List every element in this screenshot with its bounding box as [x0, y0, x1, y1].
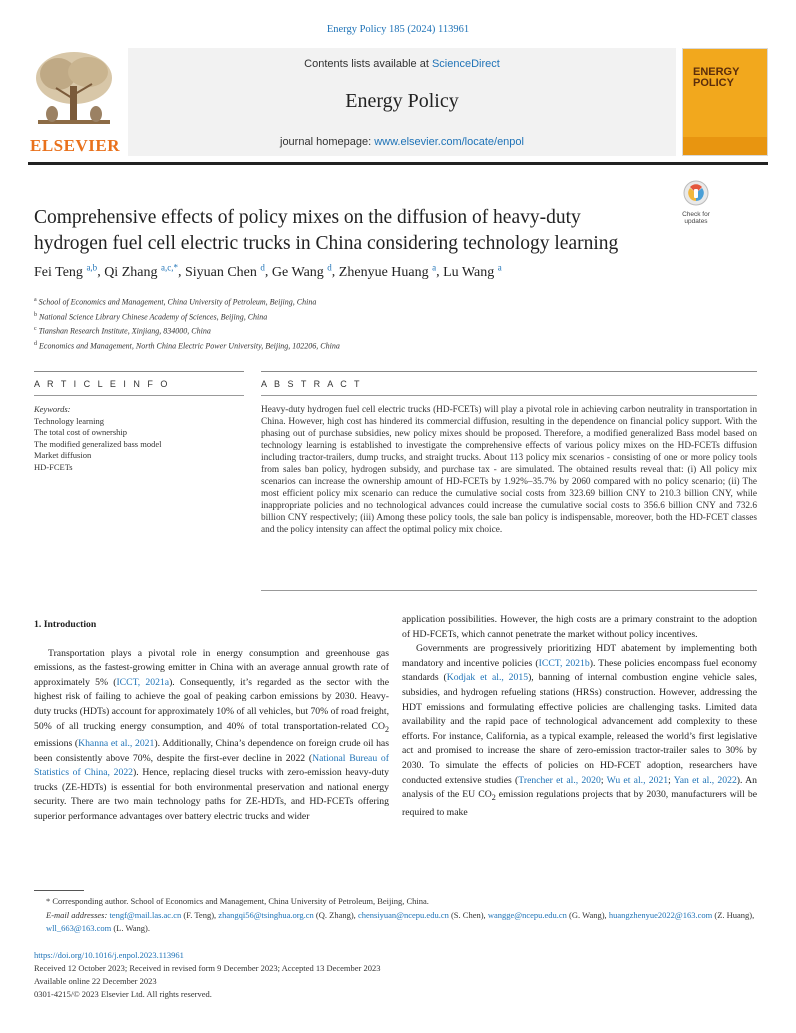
email-owner: (F. Teng), — [181, 909, 219, 920]
email-owner: (G. Wang), — [566, 909, 609, 920]
author-list: Fei Teng $^{a,b}$, Qi Zhang $^{a,c,*}$, Siyuan Chen $^d$, Ge Wang $^d$, Zhenyue Huang $^a$, Lu Wang $^a$ — [34, 262, 502, 280]
paragraph — [402, 642, 757, 820]
affiliation — [34, 309, 754, 324]
paragraph-text: ), banning of internal combustion engine vehicle sales, subsidies, and hydrogen refueling stations (HRSs) construction. However, addressing the HDT emissions and formulating effective policies are challenging tasks. Limited data availability and the rapid pace of technological advancement add complexity to these efforts. For instance, California, as a typical example, released the world’s first legislative act and promised to increase the share of zero-emission tractor-trailer sales to 30% by 2030. To simulate the effects of policies on HD-FCET adoption, researchers have conducted extensive studies ( — [402, 672, 757, 786]
email-link[interactable]: wangge@ncepu.edu.cn — [487, 909, 567, 920]
footnote — [34, 895, 760, 936]
affiliation-text: School of Economics and Management, China University of Petroleum, Beijing, China — [38, 297, 317, 307]
paragraph-text: ). Additionally, China’s dependence on foreign crude oil has been consistently above 70%, despite the first-ever decline in 2022 ( — [34, 738, 390, 764]
running-head[interactable]: Energy Policy 185 (2024) 113961 — [326, 24, 470, 35]
keyword: Market diffusion — [34, 450, 92, 460]
masthead-rule — [28, 162, 768, 165]
publication-info — [34, 949, 760, 1001]
paragraph-text: Transportation plays a pivotal role in energy consumption and greenhouse gas emissions, as the fastest-growing emitter in China with an average annual growth rate of approximately 5% ( — [34, 647, 389, 688]
abstract-bottom-rule — [261, 590, 757, 591]
available-online: Available online 22 December 2023 — [34, 976, 157, 986]
citation-link[interactable]: ICCT, 2021a — [116, 676, 170, 688]
elsevier-tree-icon — [28, 48, 120, 134]
paragraph — [34, 647, 389, 825]
affiliation — [34, 338, 754, 353]
received-dates: Received 12 October 2023; Received in revised form 9 December 2023; Accepted 13 December 2023 — [34, 963, 381, 973]
author[interactable] — [34, 262, 98, 280]
email-link[interactable]: chensiyuan@ncepu.edu.cn — [357, 909, 449, 920]
email-link[interactable]: tengf@mail.las.ac.cn — [109, 909, 182, 920]
paragraph-text: emissions ( — [34, 738, 79, 750]
citation-link[interactable]: Yan et al., 2022 — [673, 774, 737, 786]
check-for-updates-badge[interactable] — [676, 180, 716, 226]
separator: ; — [668, 774, 674, 786]
affiliation-marker: d — [34, 340, 37, 347]
email-owner: (Z. Huang), — [712, 909, 755, 920]
author-affiliation-marker[interactable]: d — [260, 262, 265, 272]
copyright: 0301-4215/© 2023 Elsevier Ltd. All rights reserved. — [34, 989, 212, 999]
paragraph-text: ). Hence, replacing diesel trucks with zero-emission heavy-duty trucks (ZE-HDTs) is essential for both environmental preservation and national energy security. There are two main technology paths for ZE-HDTs, and HD-FCETs offering superior performance advantages over battery electric trucks and wider — [34, 767, 389, 823]
paragraph-text: Governments are progressively prioritizing HDT abatement by implementing both mandatory and incentive policies ( — [402, 643, 757, 669]
author-name: Qi Zhang — [104, 264, 158, 280]
doi-link[interactable]: https://doi.org/10.1016/j.enpol.2023.113961 — [34, 950, 184, 960]
article-title-line1: Comprehensive effects of policy mixes on the diffusion of heavy-duty — [34, 207, 581, 228]
author[interactable] — [443, 262, 502, 280]
abstract-heading: A B S T R A C T — [261, 379, 363, 389]
article-title-line2: hydrogen fuel cell electric trucks in China considering technology learning — [34, 233, 619, 254]
paragraph-text: ). An analysis of the EU CO — [402, 774, 757, 801]
affiliation-marker: c — [34, 326, 37, 333]
citation-link[interactable]: Kodjak et al., 2015 — [446, 672, 529, 684]
email-addresses — [34, 909, 760, 936]
keyword: Technology learning — [34, 415, 104, 426]
author-affiliation-marker[interactable]: a — [497, 262, 502, 272]
author-affiliation-marker[interactable]: a,c,* — [160, 262, 178, 272]
affiliation-marker: b — [34, 311, 37, 318]
keyword: The total cost of ownership — [34, 427, 128, 437]
keywords-block — [34, 404, 234, 473]
footnote-rule — [34, 890, 84, 891]
corresponding-author-note: * Corresponding author. School of Economics and Management, China University of Petroleum, Beijing, China. — [46, 896, 429, 906]
check-updates-label-1: Check for — [682, 211, 710, 218]
abstract-heading-rule — [261, 395, 757, 396]
affiliation-text: Tianshan Research Institute, Xinjiang, 834000, China — [38, 326, 211, 336]
keyword: The modified generalized bass model — [34, 438, 162, 449]
check-updates-label — [676, 211, 716, 225]
author[interactable] — [271, 262, 332, 280]
cover-title-line2: POLICY — [693, 77, 734, 89]
email-link[interactable]: wll_663@163.com — [46, 923, 112, 933]
paragraph: application possibilities. However, the high costs are a primary constraint to the adoption of HD-FCETs, which cannot penetrate the market without policy incentives. — [402, 614, 757, 640]
article-info-heading-rule — [34, 395, 244, 396]
author[interactable] — [184, 262, 265, 280]
separator: ; — [600, 774, 607, 786]
contents-prefix: Contents lists available at — [304, 58, 432, 70]
journal-cover[interactable] — [682, 48, 768, 156]
affiliation — [34, 323, 754, 338]
citation-link[interactable]: ICCT, 2021b — [538, 657, 590, 669]
author-affiliation-marker[interactable]: a,b — [86, 262, 98, 272]
cover-strip — [683, 137, 767, 155]
check-updates-icon — [683, 180, 709, 206]
paragraph-text: ). These policies encompass fuel economy standards ( — [402, 657, 757, 684]
article-title — [34, 205, 674, 257]
citation-link[interactable]: Wu et al., 2021 — [606, 774, 669, 786]
journal-title: Energy Policy — [345, 90, 459, 112]
email-owner: (S. Chen), — [448, 909, 488, 920]
email-link[interactable]: huangzhenyue2022@163.com — [608, 909, 713, 920]
sciencedirect-link[interactable]: ScienceDirect — [431, 58, 500, 70]
author[interactable] — [338, 262, 437, 280]
subscript: 2 — [384, 724, 389, 734]
check-updates-label-2: updates — [684, 218, 708, 225]
article-info-heading: A R T I C L E I N F O — [34, 379, 170, 389]
article-info-top-rule — [34, 371, 244, 372]
author-affiliation-marker[interactable]: a — [432, 262, 437, 272]
email-owner: (L. Wang). — [111, 923, 151, 933]
affiliation — [34, 294, 754, 309]
introduction-heading: 1. Introduction — [34, 619, 97, 630]
homepage-prefix: journal homepage: — [280, 136, 375, 148]
author-name: Zhenyue Huang — [338, 264, 429, 280]
affiliation-marker: a — [34, 297, 37, 303]
paragraph-text: emission regulations projects that by 2030, manufacturers will be required to make — [402, 789, 757, 818]
cover-title — [693, 67, 739, 89]
keyword: HD-FCETs — [34, 461, 73, 472]
affiliation-text: Economics and Management, North China Electric Power University, Beijing, 102206, China — [39, 341, 340, 351]
email-owner: (Q. Zhang), — [313, 909, 358, 920]
keywords-label: Keywords: — [34, 404, 71, 414]
email-link[interactable]: zhangqi56@tsinghua.org.cn — [218, 909, 314, 920]
author-name: Ge Wang — [271, 264, 324, 280]
masthead-banner — [128, 48, 676, 156]
journal-homepage-link[interactable]: www.elsevier.com/locate/enpol — [374, 136, 524, 148]
affiliations — [34, 294, 754, 353]
author[interactable] — [104, 262, 178, 280]
elsevier-logo[interactable] — [28, 48, 120, 156]
abstract-text: Heavy-duty hydrogen fuel cell electric trucks (HD-FCETs) will play a pivotal role in achieving carbon neutrality in transportation in China. However, high cost has hindered its commercial diffusion, resulting in the dependence on financial policy support. With the phasing out of purchase subsidies, new policy mixes should be proposed. Therefore, a modified generalized Bass model based on technology learning is established to investigate the comprehensive effects of various policy mixes on the HD-FCETs diffusion including tractor-trailers, dump trucks, and straight trucks. About 113 policy mix scenarios - consisting of one or more policy tools from sales ban policy, hydrogen subsidy, and purchase tax - are simulated. The obtained results reveal that: (i) All policy mix scenarios can increase the ownership amount of HD-FCETs by 1.92%–35.7% by 2060 compared with no policy scenario; (ii) The most efficient policy mix scenario can reduce the cumulative social costs from 323.69 billion CNY to 210.3 billion CNY, while inappropriate policies and no technological advances could increase the cumulative social costs to 356.6 billion CNY and 732.6 billion CNY respectively; (iii) Among these policy tools, the sale ban policy is indispensable, moreover, both the HD-FCET classes and the policy intensity can affect the optimal policy mix choice. — [261, 405, 757, 536]
abstract-top-rule — [261, 371, 757, 372]
contents-line — [128, 58, 676, 70]
body-left-column — [34, 618, 389, 825]
body-right-column — [402, 613, 757, 820]
cover-title-line1: ENERGY — [693, 66, 740, 78]
citation-link[interactable]: Trencher et al., 2020 — [518, 774, 601, 786]
paragraph-text: ). Consequently, it’s regarded as the sector with the highest risk of failing to achieve the goal of peaking carbon emissions by 2030. Heavy-duty trucks (HDTs) account for approximately 10% of all vehicles, but 70% of road freight, 50% of all trucking energy consumption, and 40% of total transportation-related CO — [34, 676, 390, 732]
homepage-line — [128, 136, 676, 148]
subscript: 2 — [491, 793, 496, 803]
affiliation-text: National Science Library Chinese Academy of Sciences, Beijing, China — [39, 312, 268, 322]
author-name: Fei Teng — [34, 264, 83, 280]
author-name: Lu Wang — [443, 264, 495, 280]
email-label: E-mail addresses: — [46, 909, 110, 920]
masthead — [28, 48, 768, 158]
author-affiliation-marker[interactable]: d — [327, 262, 332, 272]
author-name: Siyuan Chen — [184, 264, 257, 280]
citation-link[interactable]: National Bureau of Statistics of China, 2022 — [34, 752, 389, 779]
citation-link[interactable]: Khanna et al., 2021 — [78, 738, 155, 750]
publisher-wordmark: ELSEVIER — [30, 136, 120, 155]
